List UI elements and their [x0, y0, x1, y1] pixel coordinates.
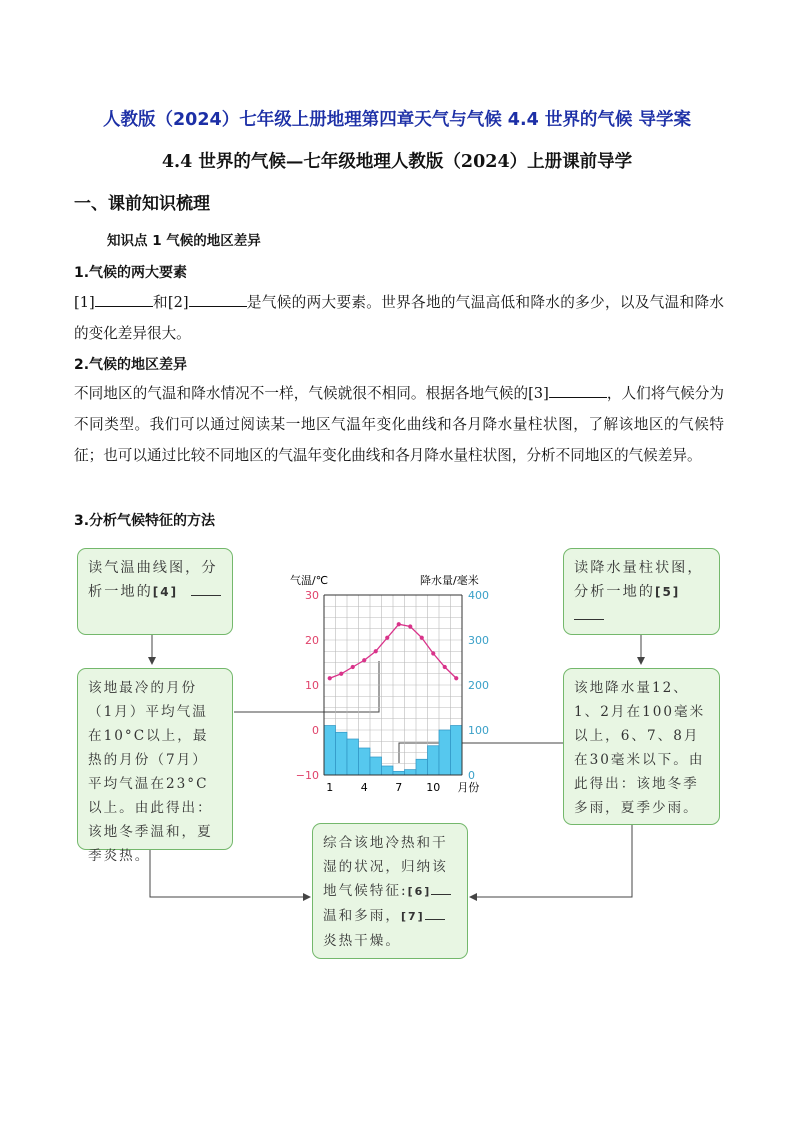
temp-point	[408, 624, 412, 628]
box-text: 读气温曲线图，分析一地的	[88, 560, 218, 600]
subheading-climate-elements: 1.气候的两大要素	[74, 265, 188, 281]
temp-point	[362, 658, 366, 662]
blank-label-1: [1]	[74, 294, 95, 311]
precip-bar	[393, 771, 405, 775]
temp-point	[374, 649, 378, 653]
document-title: 人教版（2024）七年级上册地理第四章天气与气候 4.4 世界的气候 导学案	[103, 110, 691, 130]
precip-bar	[405, 770, 417, 775]
climate-chart	[270, 565, 510, 800]
precip-bar	[336, 732, 348, 775]
precip-bar	[428, 746, 440, 775]
precip-bar	[382, 766, 394, 775]
blank-label-2: 和[2]	[152, 294, 189, 311]
box-text: 炎热干燥。	[323, 933, 401, 949]
knowledge-point-heading: 知识点 1 气候的地区差异	[107, 233, 261, 249]
box-precipitation-analysis: 该地降水量12、1、2月在100毫米以上，6、7、8月在30毫米以下。由此得出：该地冬季多雨，夏季少雨。	[563, 668, 720, 825]
precip-tick-label: 100	[468, 724, 489, 737]
fill-blank-4[interactable]	[191, 583, 221, 596]
precip-bar	[324, 726, 336, 776]
temp-point	[397, 622, 401, 626]
precip-tick-label: 200	[468, 679, 489, 692]
x-tick-label: 10	[426, 781, 441, 794]
precip-bar	[347, 739, 359, 775]
x-tick-label: 4	[360, 781, 368, 794]
precip-bar	[439, 730, 451, 775]
section-heading: 一、课前知识梳理	[74, 194, 210, 214]
precip-bar	[359, 748, 371, 775]
box-read-precipitation	[563, 548, 720, 635]
box-text: 温和多雨，	[323, 908, 401, 924]
box-read-temperature	[77, 548, 233, 635]
document-subtitle: 4.4 世界的气候—七年级地理人教版（2024）上册课前导学	[161, 152, 633, 172]
temp-point	[443, 665, 447, 669]
arrow-precip-to-summary	[470, 825, 632, 897]
paragraph-text: ，人们将气候分为不同类型。我们可以通过阅读某一地区气温年变化曲线和各月降水量柱状图，了解该地区的气候特征；也可以通过比较不同地区的气温年变化曲线和各月降水量柱状图，分析不同地区的气候差异。	[74, 385, 724, 464]
box-text: 综合该地冷热和干湿的状况，归纳该地气候特征:	[323, 835, 448, 899]
fill-blank-5[interactable]	[574, 607, 604, 620]
fill-blank-7[interactable]	[425, 907, 445, 920]
x-tick-label: 7	[395, 781, 403, 794]
precip-bar	[370, 757, 382, 775]
precip-bar	[451, 726, 463, 776]
temp-tick-label: 10	[305, 679, 319, 692]
box-temperature-analysis: 该地最冷的月份（1月）平均气温在10°C以上，最热的月份（7月）平均气温在23°C以上。由此得出：该地冬季温和，夏季炎热。	[77, 668, 233, 850]
temp-point	[339, 672, 343, 676]
subheading-regional-differences: 2.气候的地区差异	[74, 357, 188, 373]
blank-tag-7: [7]	[400, 910, 425, 923]
temp-point	[351, 665, 355, 669]
temp-point	[431, 651, 435, 655]
temp-tick-label: 0	[312, 724, 319, 737]
precip-axis-label: 降水量/毫米	[420, 574, 479, 587]
fill-blank-6[interactable]	[431, 882, 451, 895]
box-climate-summary	[312, 823, 468, 959]
precip-tick-label: 400	[468, 589, 489, 602]
precip-tick-label: 300	[468, 634, 489, 647]
temp-point	[420, 636, 424, 640]
temp-axis-label: 气温/℃	[290, 574, 329, 587]
x-tick-label: 1	[326, 781, 334, 794]
paragraph-text: 是气候的两大要素。世界各地的气温高低和降水的多少，以及气温和降水的变化差异很大。	[74, 294, 724, 342]
temp-point	[385, 636, 389, 640]
temp-tick-label: 20	[305, 634, 319, 647]
arrow-temp-to-summary	[150, 850, 310, 897]
box-text: 读降水量柱状图，分析一地的	[574, 560, 704, 600]
blank-tag-4: [4]	[152, 585, 179, 599]
temp-point	[328, 676, 332, 680]
paragraph-text: 不同地区的气温和降水情况不一样，气候就很不相同。根据各地气候的[3]	[74, 385, 549, 402]
precip-bar	[416, 759, 428, 775]
temp-point	[454, 676, 458, 680]
temp-tick-label: −10	[295, 769, 319, 782]
temp-tick-label: 30	[305, 589, 319, 602]
precip-tick-label: 0	[468, 769, 475, 782]
blank-tag-6: [6]	[407, 885, 432, 898]
x-axis-unit: 月份	[457, 781, 480, 794]
blank-tag-5: [5]	[654, 585, 681, 599]
subheading-analysis-method: 3.分析气候特征的方法	[74, 513, 216, 529]
